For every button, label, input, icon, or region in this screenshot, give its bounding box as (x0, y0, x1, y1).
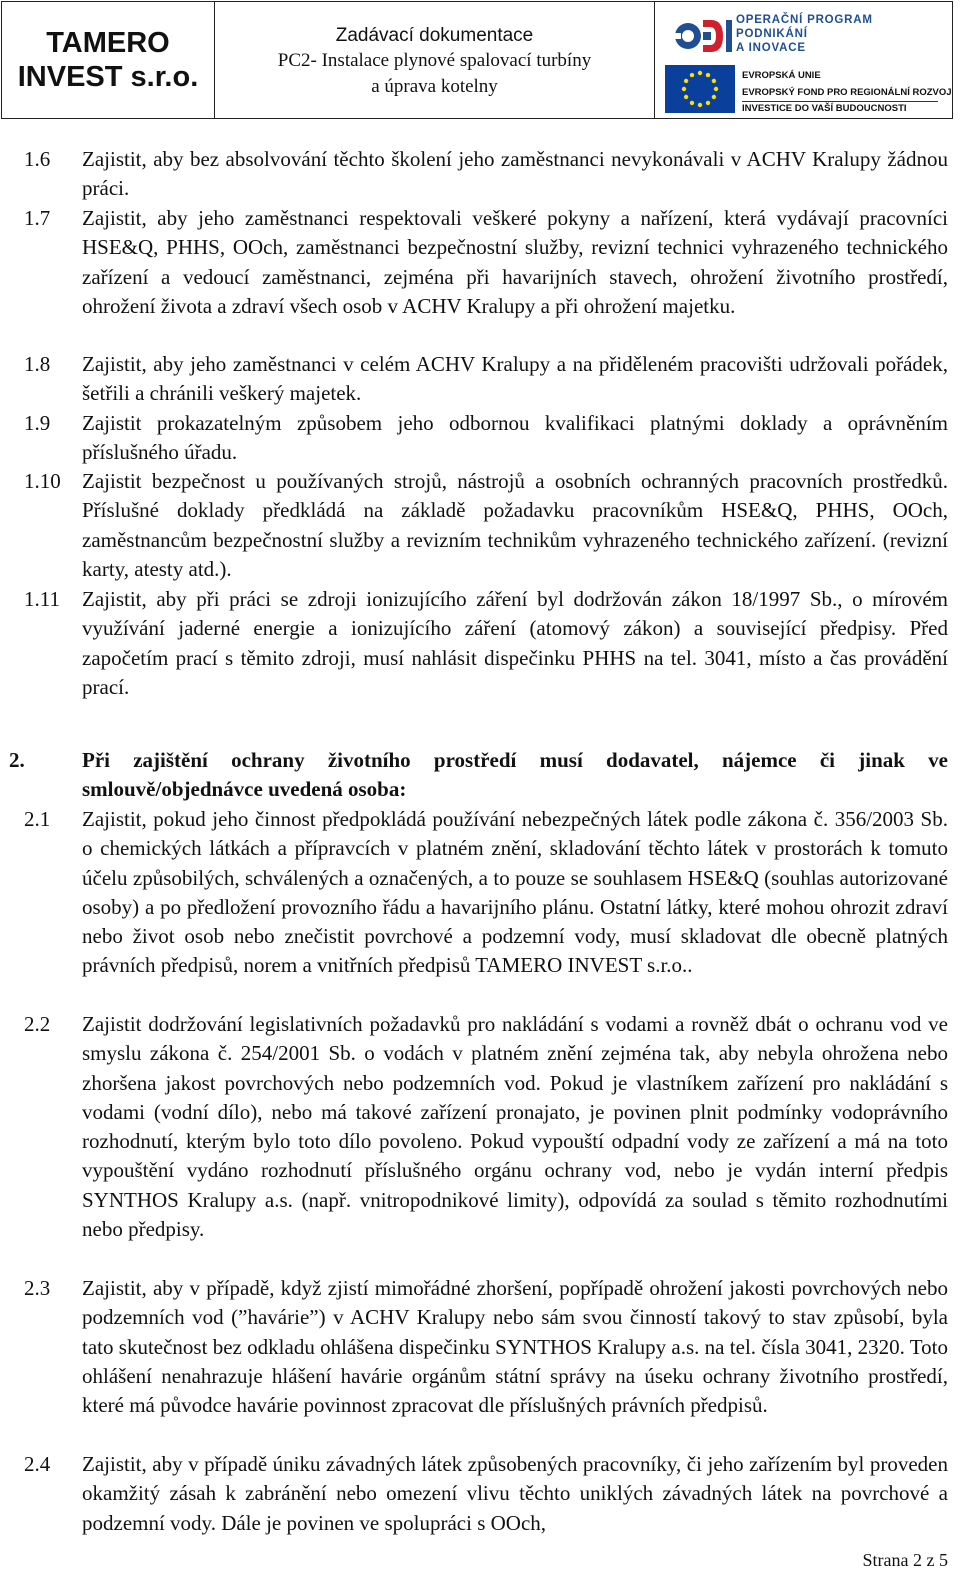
item-number: 2.1 (24, 807, 51, 831)
item-text: Zajistit, aby při práci se zdroji ionizujícího záření byl dodržován zákon 18/1997 Sb., o mírovém využívání jaderné energie a ionizujícího záření (atomový zákon) a související předpisy. Před započetím prací s těmito zdroji, musí nahlásit dispečinku PHHS na tel. 3041, místo a čas provádění prací. (82, 587, 948, 699)
item-number: 2.3 (24, 1276, 51, 1300)
item-number: 1.8 (24, 352, 51, 376)
item-text: Zajistit, aby jeho zaměstnanci v celém ACHV Kralupy a na přiděleném pracovišti udržovali pořádek, šetřili a chránili veškerý majetek. (82, 352, 948, 406)
item-number: 1.11 (24, 587, 60, 611)
document-title: Zadávací dokumentace (335, 25, 534, 46)
list-item (0, 1010, 960, 1244)
list-item (0, 1274, 960, 1420)
item-number: 1.7 (24, 206, 51, 230)
op-line-3: A INOVACE (736, 42, 806, 54)
section-title: Při zajištění ochrany životního prostředí musí dodavatel, nájemce či jinak ve smlouvě/objednávce uvedená osoba: (82, 748, 948, 802)
eu-line-1: EVROPSKÁ UNIE (742, 70, 821, 81)
project-title-line2: a úprava kotelny (371, 76, 498, 97)
company-name-line2: INVEST s.r.o. (17, 61, 199, 93)
item-number: 2.2 (24, 1012, 51, 1036)
item-number: 1.6 (24, 147, 51, 171)
company-name-line1: TAMERO (46, 27, 170, 59)
item-text: Zajistit, aby v případě, když zjistí mimořádné zhoršení, popřípadě ohrožení jakosti povrchových nebo podzemních vod (”havárie”) v ACHV Kralupy nebo sám svou činností takový to stav způsobí, byla tato skutečnost bez odkladu ohlášena dispečinku SYNTHOS Kralupy a.s. na tel. čísla 3041, 2320. Toto ohlášení nenahrazuje hlášení havárie orgánům státní správy na úseku ochrany životního prostředí, které má původce havárie povinnost zpracovat dle příslušných právních předpisů. (82, 1276, 948, 1418)
item-text: Zajistit, aby v případě úniku závadných látek způsobených pracovníky, či jeho zařízením byl proveden okamžitý zásah k zabránění nebo omezení vlivu těchto uniklých závadných látek na povrchové a podzemní vody. Dále je povinen ve spolupráci s OOch, (82, 1452, 948, 1535)
item-number: 1.9 (24, 411, 51, 435)
project-title-line1: PC2- Instalace plynové spalovací turbíny (277, 50, 592, 71)
item-text: Zajistit prokazatelným způsobem jeho odbornou kvalifikaci platnými doklady a oprávněním příslušného úřadu. (82, 411, 948, 465)
section-number: 2. (9, 748, 25, 772)
list-item (0, 409, 960, 468)
item-text: Zajistit, aby jeho zaměstnanci respektovali veškeré pokyny a nařízení, která vydávají pracovníci HSE&Q, PHHS, OOch, zaměstnanci bezpečnostní služby, revizní technici vyhrazeného technického zařízení a vedoucí zaměstnanci, zejména při havarijních stavech, ohrožení životního prostředí, ohrožení života a zdraví všech osob v ACHV Kralupy a při ohrožení majetku. (82, 206, 948, 318)
list-item (0, 585, 960, 702)
eu-line-2: EVROPSKÝ FOND PRO REGIONÁLNÍ ROZVOJ (742, 86, 952, 98)
op-line-2: PODNIKÁNÍ (736, 28, 808, 40)
item-number: 2.4 (24, 1452, 51, 1476)
list-item (0, 350, 960, 409)
list-item (0, 145, 960, 204)
item-text: Zajistit bezpečnost u používaných strojů, nástrojů a osobních ochranných pracovních prostředků. Příslušné doklady předkládá na základě požadavku pracovníkům HSE&Q, PHHS, OOch, zaměstnancům bezpečnostní služby a revizním technikům vyhrazeného technického zařízení. (revizní karty, atesty atd.). (82, 469, 948, 581)
page-number: Strana 2 z 5 (862, 1550, 948, 1570)
item-text: Zajistit, aby bez absolvování těchto školení jeho zaměstnanci nevykonávali v ACHV Kralupy žádnou práci. (82, 147, 948, 201)
item-text: Zajistit, pokud jeho činnost předpokládá používání nebezpečných látek podle zákona č. 356/2003 Sb. o chemických látkách a přípravcích v platném znění, skladování těchto látek v prostorách k tomuto účelu způsobilých, schválených a označených, a to pouze se souhlasem HSE&Q (souhlas autorizované osoby) a po předložení provozního řádu a havarijního plánu. Ostatní látky, které mohou ohrozit zdraví nebo život osob nebo znečistit povrchové a podzemní vody, musí skladovat dle obecně platných právních předpisů, norem a vnitřních předpisů TAMERO INVEST s.r.o.. (82, 807, 948, 978)
item-text: Zajistit dodržování legislativních požadavků pro nakládání s vodami a rovněž dbát o ochranu vod ve smyslu zákona č. 254/2001 Sb. o vodách v platném znění zejména tak, aby nebyla ohrožena nebo zhoršena jakost povrchových nebo podzemních vod. Pokud je vlastníkem zařízení pro nakládání s vodami (vodní dílo), nebo má takové zařízení pronajato, je povinen plnit podmínky vodoprávního rozhodnutí, kterým bylo toto dílo povoleno. Pokud vypouští odpadní vody ze zařízení a má na toto vypouštění vydáno rozhodnutí příslušného orgánu ochrany vod, nebo je vydán interní předpis SYNTHOS Kralupy a.s. (např. vnitropodnikové limity), odpovídá za soulad s těmito rozhodnutími nebo předpisy. (82, 1012, 948, 1242)
list-item (0, 805, 960, 981)
eu-line-3: INVESTICE DO VAŠÍ BUDOUCNOSTI (742, 103, 907, 114)
op-line-1: OPERAČNÍ PROGRAM (736, 14, 873, 26)
list-item (0, 467, 960, 584)
list-item (0, 204, 960, 321)
list-item (0, 1450, 960, 1538)
item-number: 1.10 (24, 469, 61, 493)
section-heading (0, 746, 960, 805)
